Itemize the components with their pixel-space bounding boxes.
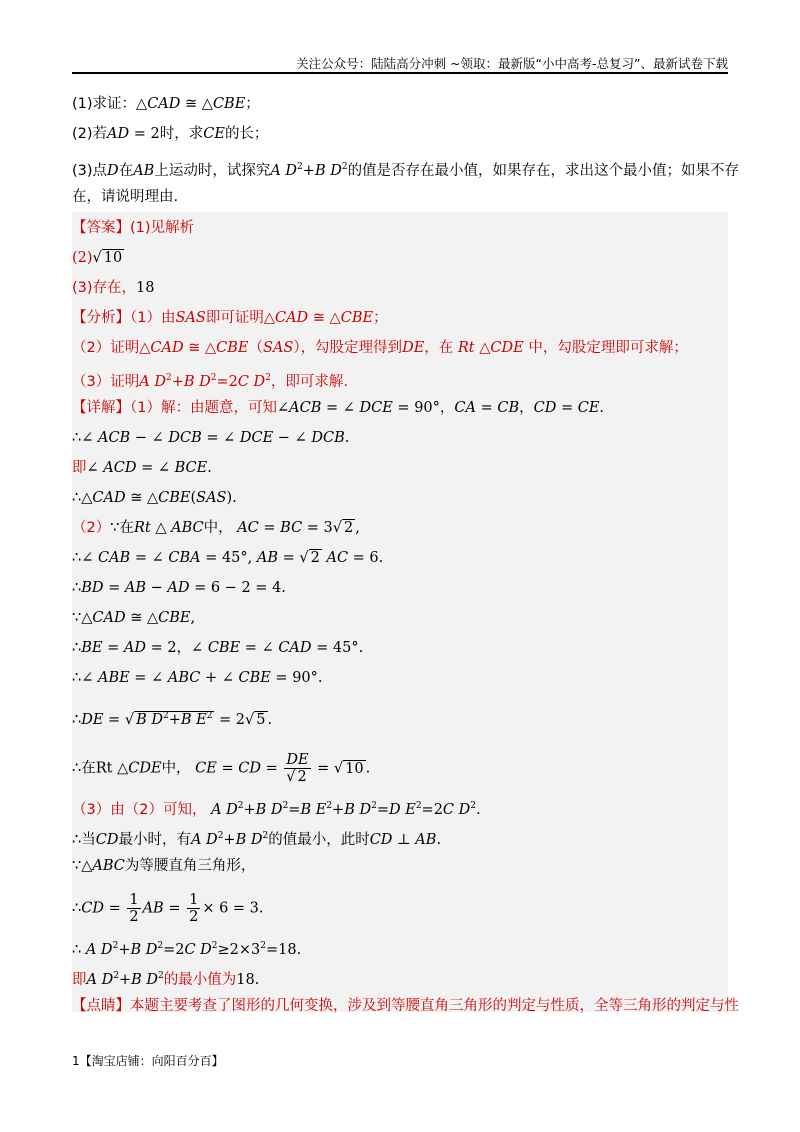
analysis-2: （2）证明△CAD ≅ △CBE（SAS），勾股定理得到DE，在 Rt △CDE 中，勾股定理即可求解； [72,340,688,356]
detail-8: ∵△CAD ≅ △CBE, [72,610,196,626]
detail-14: ∴当CD最小时，有A $D^2+B$ $D^2$的值最小，此时CD ⊥ AB. [72,831,442,848]
detail-15: ∵△ABC为等腰直角三角形， [72,858,256,874]
detail-1: 【详解】（1）解：由题意，可知∠ACB = ∠ DCE = 90°，CA = CB，CD = CE. [72,400,605,416]
page-footer: 1【淘宝店铺：向阳百分百】 [72,1054,224,1068]
header-divider [72,72,728,74]
answer-3: (3)存在，18 [72,280,155,296]
answer-1: 【答案】(1)见解析 [72,220,195,236]
detail-10: ∴∠ ABE = ∠ ABC + ∠ CBE = 90°. [72,670,323,686]
question-2: (2)若AD = 2时，求CE的长； [72,126,269,142]
comment-line: 【点睛】本题主要考查了图形的几何变换，涉及到等腰直角三角形的判定与性质，全等三角形的判定与性 [72,998,739,1014]
detail-18: 即A $D^2+B$ $D^2$的最小值为18. [72,971,260,988]
detail-2: ∴∠ ACB − ∠ DCB = ∠ DCE − ∠ DCB. [72,430,350,446]
question-3: (3)点D在AB上运动时，试探究A $D^2+B$ $D^2$的值是否存在最小值，如果存在，求出这个最小值；如果不存 [72,162,740,179]
detail-16: ∴CD = $\frac{1}{2}$ AB = $\frac{1}{2}$ × 6 = 3. [72,892,264,925]
detail-13: （3）由（2）可知， A $D^2+B$ $D^2=B$ $E^2+B$ $D^2=D$ $E^2=2C$ $D^2$. [72,801,481,818]
detail-3: 即∠ ACD = ∠ BCE. [72,460,212,476]
question-1: (1)求证：△CAD ≅ △CBE； [72,96,260,112]
analysis-1: 【分析】（1）由SAS即可证明△CAD ≅ △CBE； [72,310,388,326]
analysis-3: （3）证明A $D^2+B$ $D^2=2C$ $D^2$，即可求解. [72,373,349,390]
detail-7: ∴BD = AB − AD = 6 − 2 = 4. [72,580,286,596]
answer-2: (2)√ 10 [72,250,123,266]
detail-9: ∴BE = AD = 2，∠ CBE = ∠ CAD = 45°. [72,640,364,656]
detail-12: ∴在Rt △CDE中， CE = CD = $\frac{DE}{√ 2}$ = √ 10 . [72,752,371,785]
detail-6: ∴∠ CAB = ∠ CBA = 45°, AB = √ 2 AC = 6. [72,550,384,566]
detail-5: （2）∵在Rt △ ABC中， AC = BC = 3√ 2 , [72,520,360,536]
detail-11: ∴DE = √ B $D^2+B$ $E^2 = 2√$ 5 . [72,711,273,728]
page-header: 关注公众号：陆陆高分冲刺 ~领取：最新版“小中高考-总复习”、最新试卷下载 [296,56,728,71]
detail-4: ∴△CAD ≅ △CBE(SAS). [72,490,237,506]
detail-17: ∴ A $D^2+B$ $D^2=2C$ $D^2\ge 2\times 3^2=18$. [72,941,302,958]
question-3-cont: 在，请说明理由. [72,189,179,205]
